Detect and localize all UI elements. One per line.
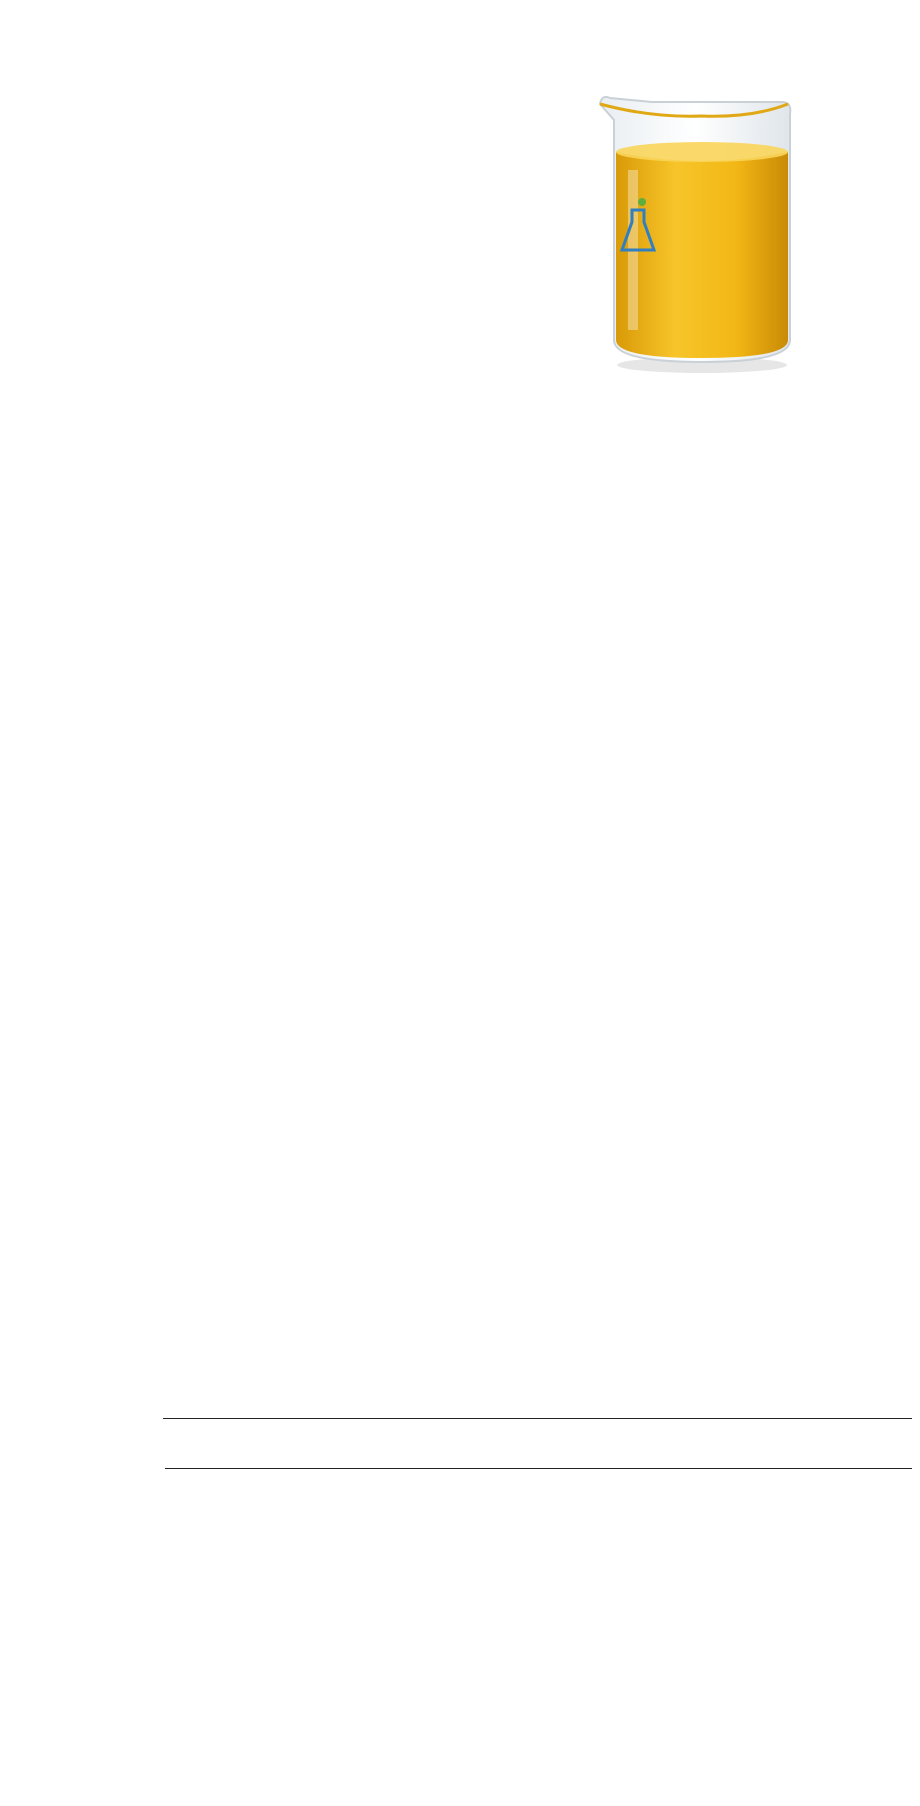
nonbio-line2 <box>165 1468 912 1469</box>
nonbio-field <box>5 1418 912 1498</box>
usage-paragraph <box>5 403 912 452</box>
nonbio-line1 <box>163 1418 912 1419</box>
product-beaker-image <box>592 90 812 375</box>
usage-text <box>5 418 15 437</box>
